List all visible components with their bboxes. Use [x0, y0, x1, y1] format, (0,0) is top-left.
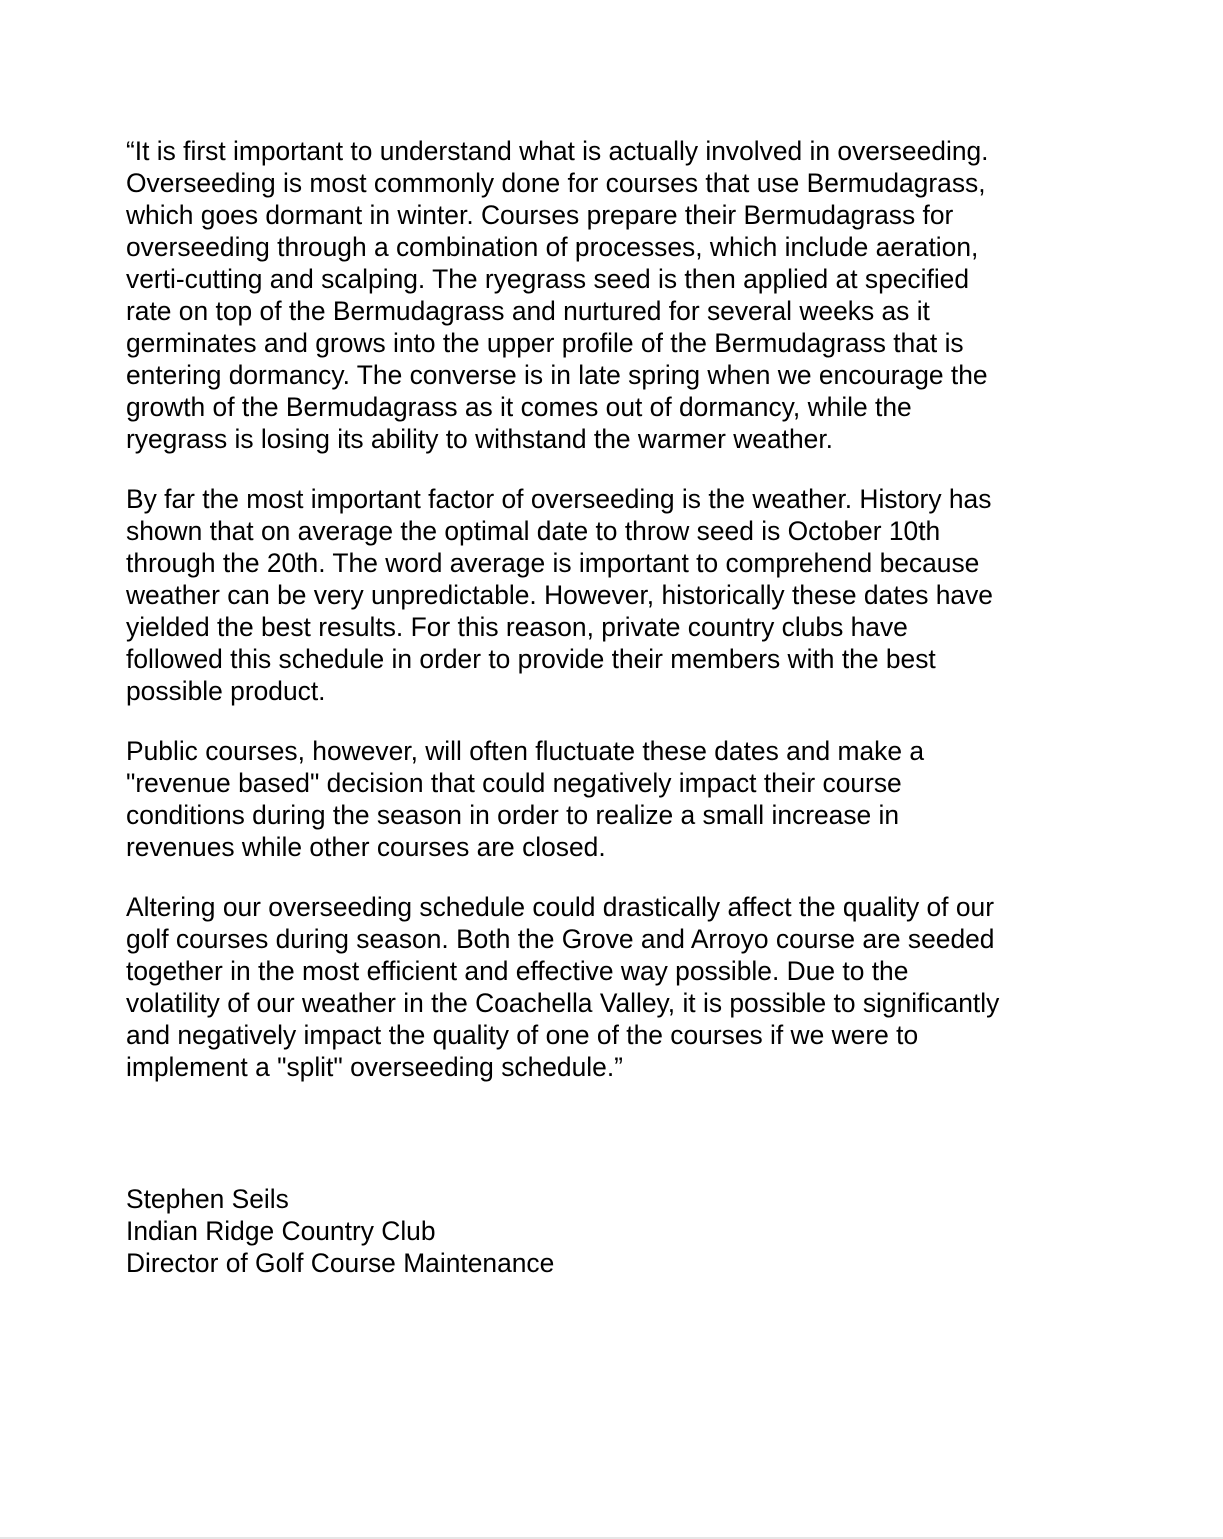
signature-block — [126, 1183, 1066, 1279]
text-line: Overseeding is most commonly done for courses that use Bermudagrass, — [126, 168, 986, 198]
text-line: volatility of our weather in the Coachella Valley, it is possible to significantly — [126, 988, 1000, 1018]
text-line: through the 20th. The word average is important to comprehend because — [126, 548, 980, 578]
text-line: growth of the Bermudagrass as it comes out of dormancy, while the — [126, 392, 912, 422]
text-line: "revenue based" decision that could negatively impact their course — [126, 768, 902, 798]
text-line: rate on top of the Bermudagrass and nurtured for several weeks as it — [126, 296, 930, 326]
text-line: followed this schedule in order to provide their members with the best — [126, 644, 936, 674]
text-line: shown that on average the optimal date to throw seed is October 10th — [126, 516, 941, 546]
signature-title: Director of Golf Course Maintenance — [126, 1248, 555, 1278]
signature-name: Stephen Seils — [126, 1184, 289, 1214]
text-line: entering dormancy. The converse is in late spring when we encourage the — [126, 360, 988, 390]
text-line: overseeding through a combination of processes, which include aeration, — [126, 232, 979, 262]
text-line: yielded the best results. For this reason, private country clubs have — [126, 612, 908, 642]
paragraph-weather-factor — [126, 483, 1066, 707]
paragraph-schedule-impact — [126, 891, 1066, 1083]
text-line: “It is first important to understand what is actually involved in overseeding. — [126, 136, 989, 166]
text-line: together in the most efficient and effective way possible. Due to the — [126, 956, 909, 986]
text-line: golf courses during season. Both the Grove and Arroyo course are seeded — [126, 924, 995, 954]
text-line: verti-cutting and scalping. The ryegrass seed is then applied at specified — [126, 264, 970, 294]
letter-body — [126, 135, 1066, 1279]
signature-organization: Indian Ridge Country Club — [126, 1216, 436, 1246]
text-line: implement a "split" overseeding schedule.” — [126, 1052, 623, 1082]
text-line: conditions during the season in order to realize a small increase in — [126, 800, 900, 830]
text-line: germinates and grows into the upper profile of the Bermudagrass that is — [126, 328, 964, 358]
text-line: revenues while other courses are closed. — [126, 832, 606, 862]
text-line: Public courses, however, will often fluctuate these dates and make a — [126, 736, 925, 766]
text-line: By far the most important factor of overseeding is the weather. History has — [126, 484, 992, 514]
paragraph-overseeding-process — [126, 135, 1066, 455]
text-line: Altering our overseeding schedule could drastically affect the quality of our — [126, 892, 994, 922]
text-line: ryegrass is losing its ability to withstand the warmer weather. — [126, 424, 833, 454]
paragraph-public-courses — [126, 735, 1066, 863]
text-line: which goes dormant in winter. Courses prepare their Bermudagrass for — [126, 200, 954, 230]
text-line: weather can be very unpredictable. However, historically these dates have — [126, 580, 993, 610]
text-line: possible product. — [126, 676, 326, 706]
text-line: and negatively impact the quality of one of the courses if we were to — [126, 1020, 919, 1050]
